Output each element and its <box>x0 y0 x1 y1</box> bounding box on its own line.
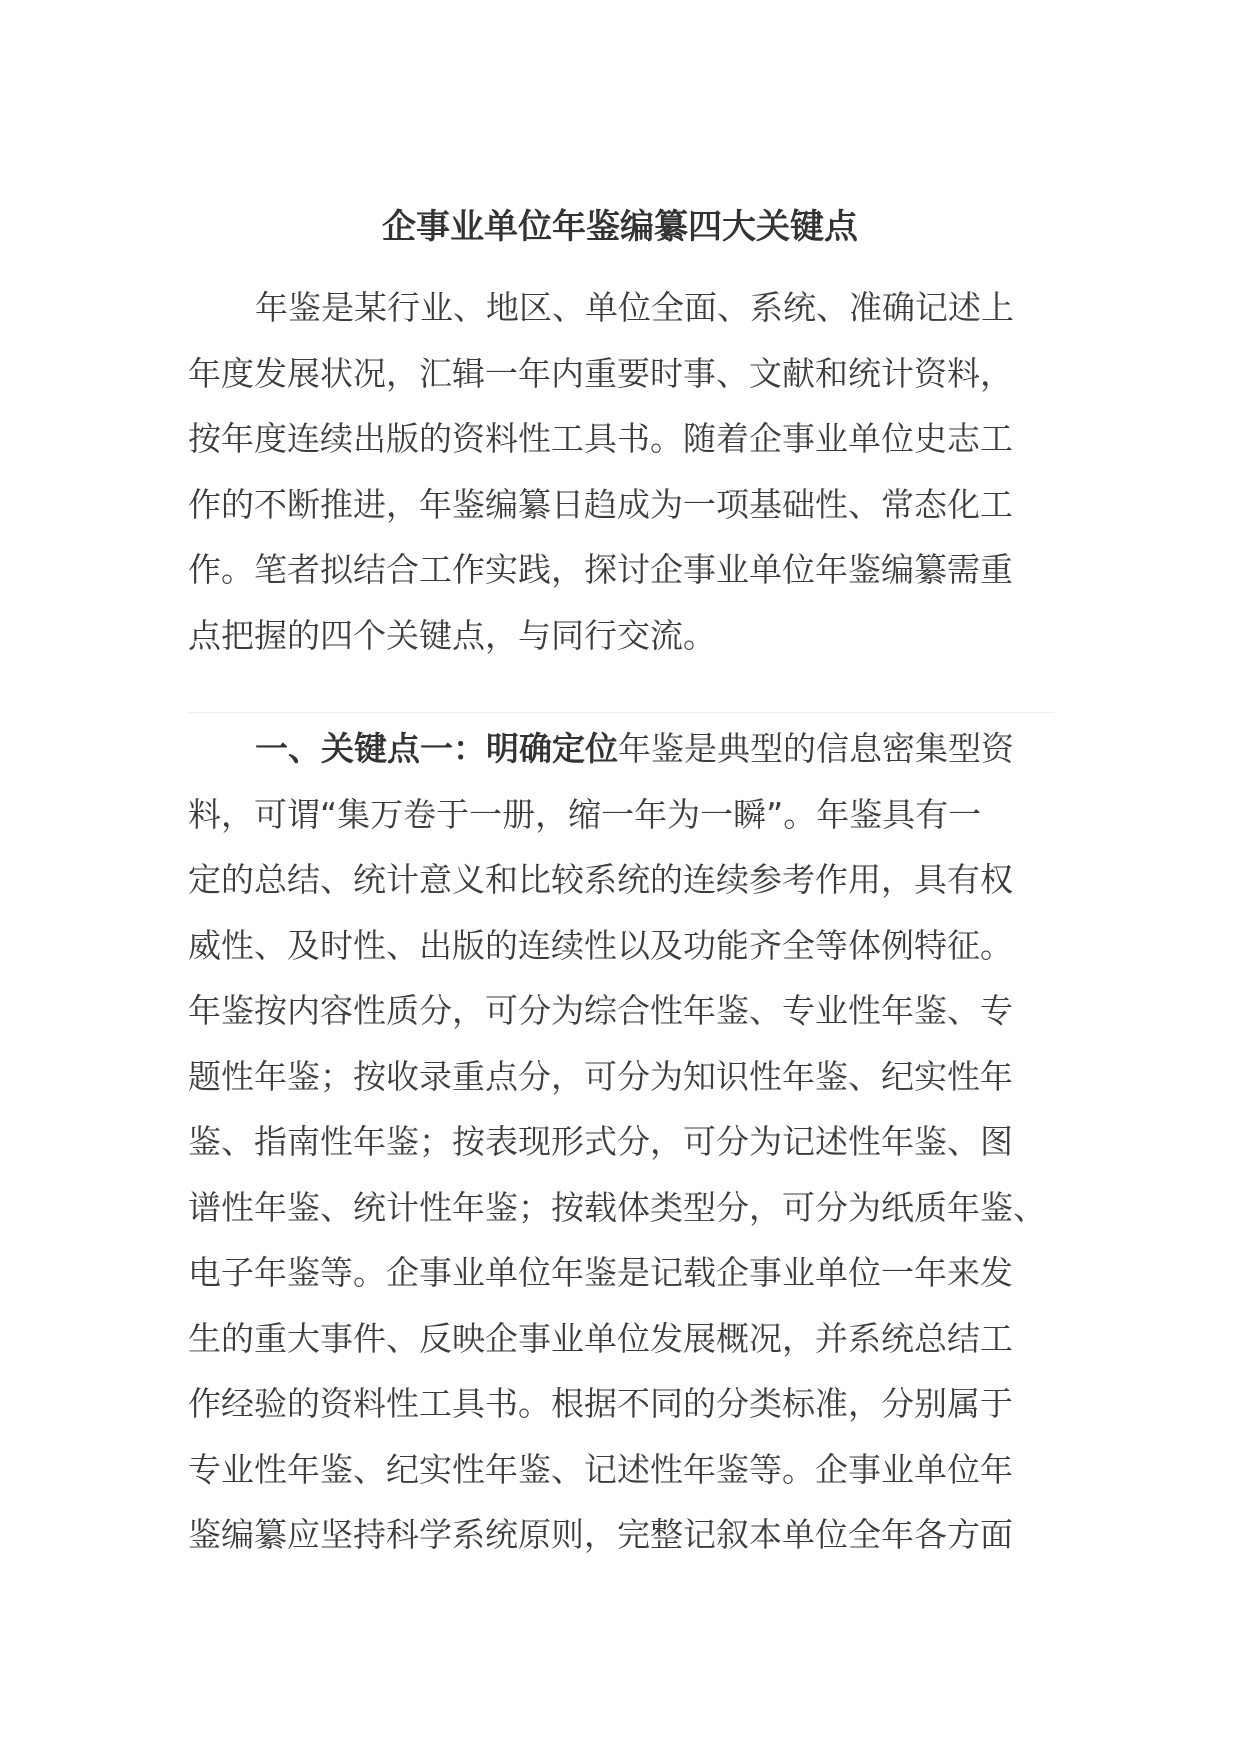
document-title: 企事业单位年鉴编纂四大关键点 <box>382 207 858 247</box>
section-1-heading: 一、关键点一：明确定位 <box>255 729 618 768</box>
paragraph-line: 点把握的四个关键点，与同行交流。 <box>188 615 716 655</box>
paragraph-line: 年鉴按内容性质分，可分为综合性年鉴、专业性年鉴、专 <box>188 991 1013 1030</box>
paragraph-line: 作的不断推进，年鉴编纂日趋成为一项基础性、常态化工 <box>188 484 1013 524</box>
paragraph-line: 作经验的资料性工具书。根据不同的分类标准，分别属于 <box>188 1384 1013 1423</box>
intro-paragraph <box>188 275 1054 668</box>
paragraph-line <box>188 716 1054 782</box>
paragraph-line: 专业性年鉴、纪实性年鉴、记述性年鉴等。企事业单位年 <box>188 1449 1013 1489</box>
paragraph-line: 作。笔者拟结合工作实践，探讨企事业单位年鉴编纂需重 <box>188 550 1013 589</box>
paragraph-line: 生的重大事件、反映企事业单位发展概况，并系统总结工 <box>188 1318 1013 1358</box>
paragraph-line: 威性、及时性、出版的连续性以及功能齐全等体例特征。 <box>188 925 1013 965</box>
section-divider <box>188 712 1054 713</box>
section-1-paragraph <box>188 716 1054 1568</box>
paragraph-line: 年度发展状况，汇辑一年内重要时事、文献和统计资料， <box>188 353 1013 393</box>
paragraph-line: 题性年鉴；按收录重点分，可分为知识性年鉴、纪实性年 <box>188 1056 1013 1096</box>
paragraph-line: 鉴、指南性年鉴；按表现形式分，可分为记述性年鉴、图 <box>188 1122 1013 1161</box>
paragraph-line: 鉴编纂应坚持科学系统原则，完整记叙本单位全年各方面 <box>188 1515 1013 1554</box>
paragraph-line: 电子年鉴等。企事业单位年鉴是记载企事业单位一年来发 <box>188 1253 1013 1292</box>
paragraph-line: 谱性年鉴、统计性年鉴；按载体类型分，可分为纸质年鉴、 <box>188 1187 1046 1227</box>
paragraph-line: 定的总结、统计意义和比较系统的连续参考作用，具有权 <box>188 860 1013 899</box>
section-1-first-line-text: 年鉴是典型的信息密集型资 <box>618 729 1014 768</box>
paragraph-line: 年鉴是某行业、地区、单位全面、系统、准确记述上 <box>255 288 1014 327</box>
paragraph-line: 料，可谓“集万卷于一册，缩一年为一瞬”。年鉴具有一 <box>188 794 982 834</box>
paragraph-line: 按年度连续出版的资料性工具书。随着企事业单位史志工 <box>188 419 1013 458</box>
